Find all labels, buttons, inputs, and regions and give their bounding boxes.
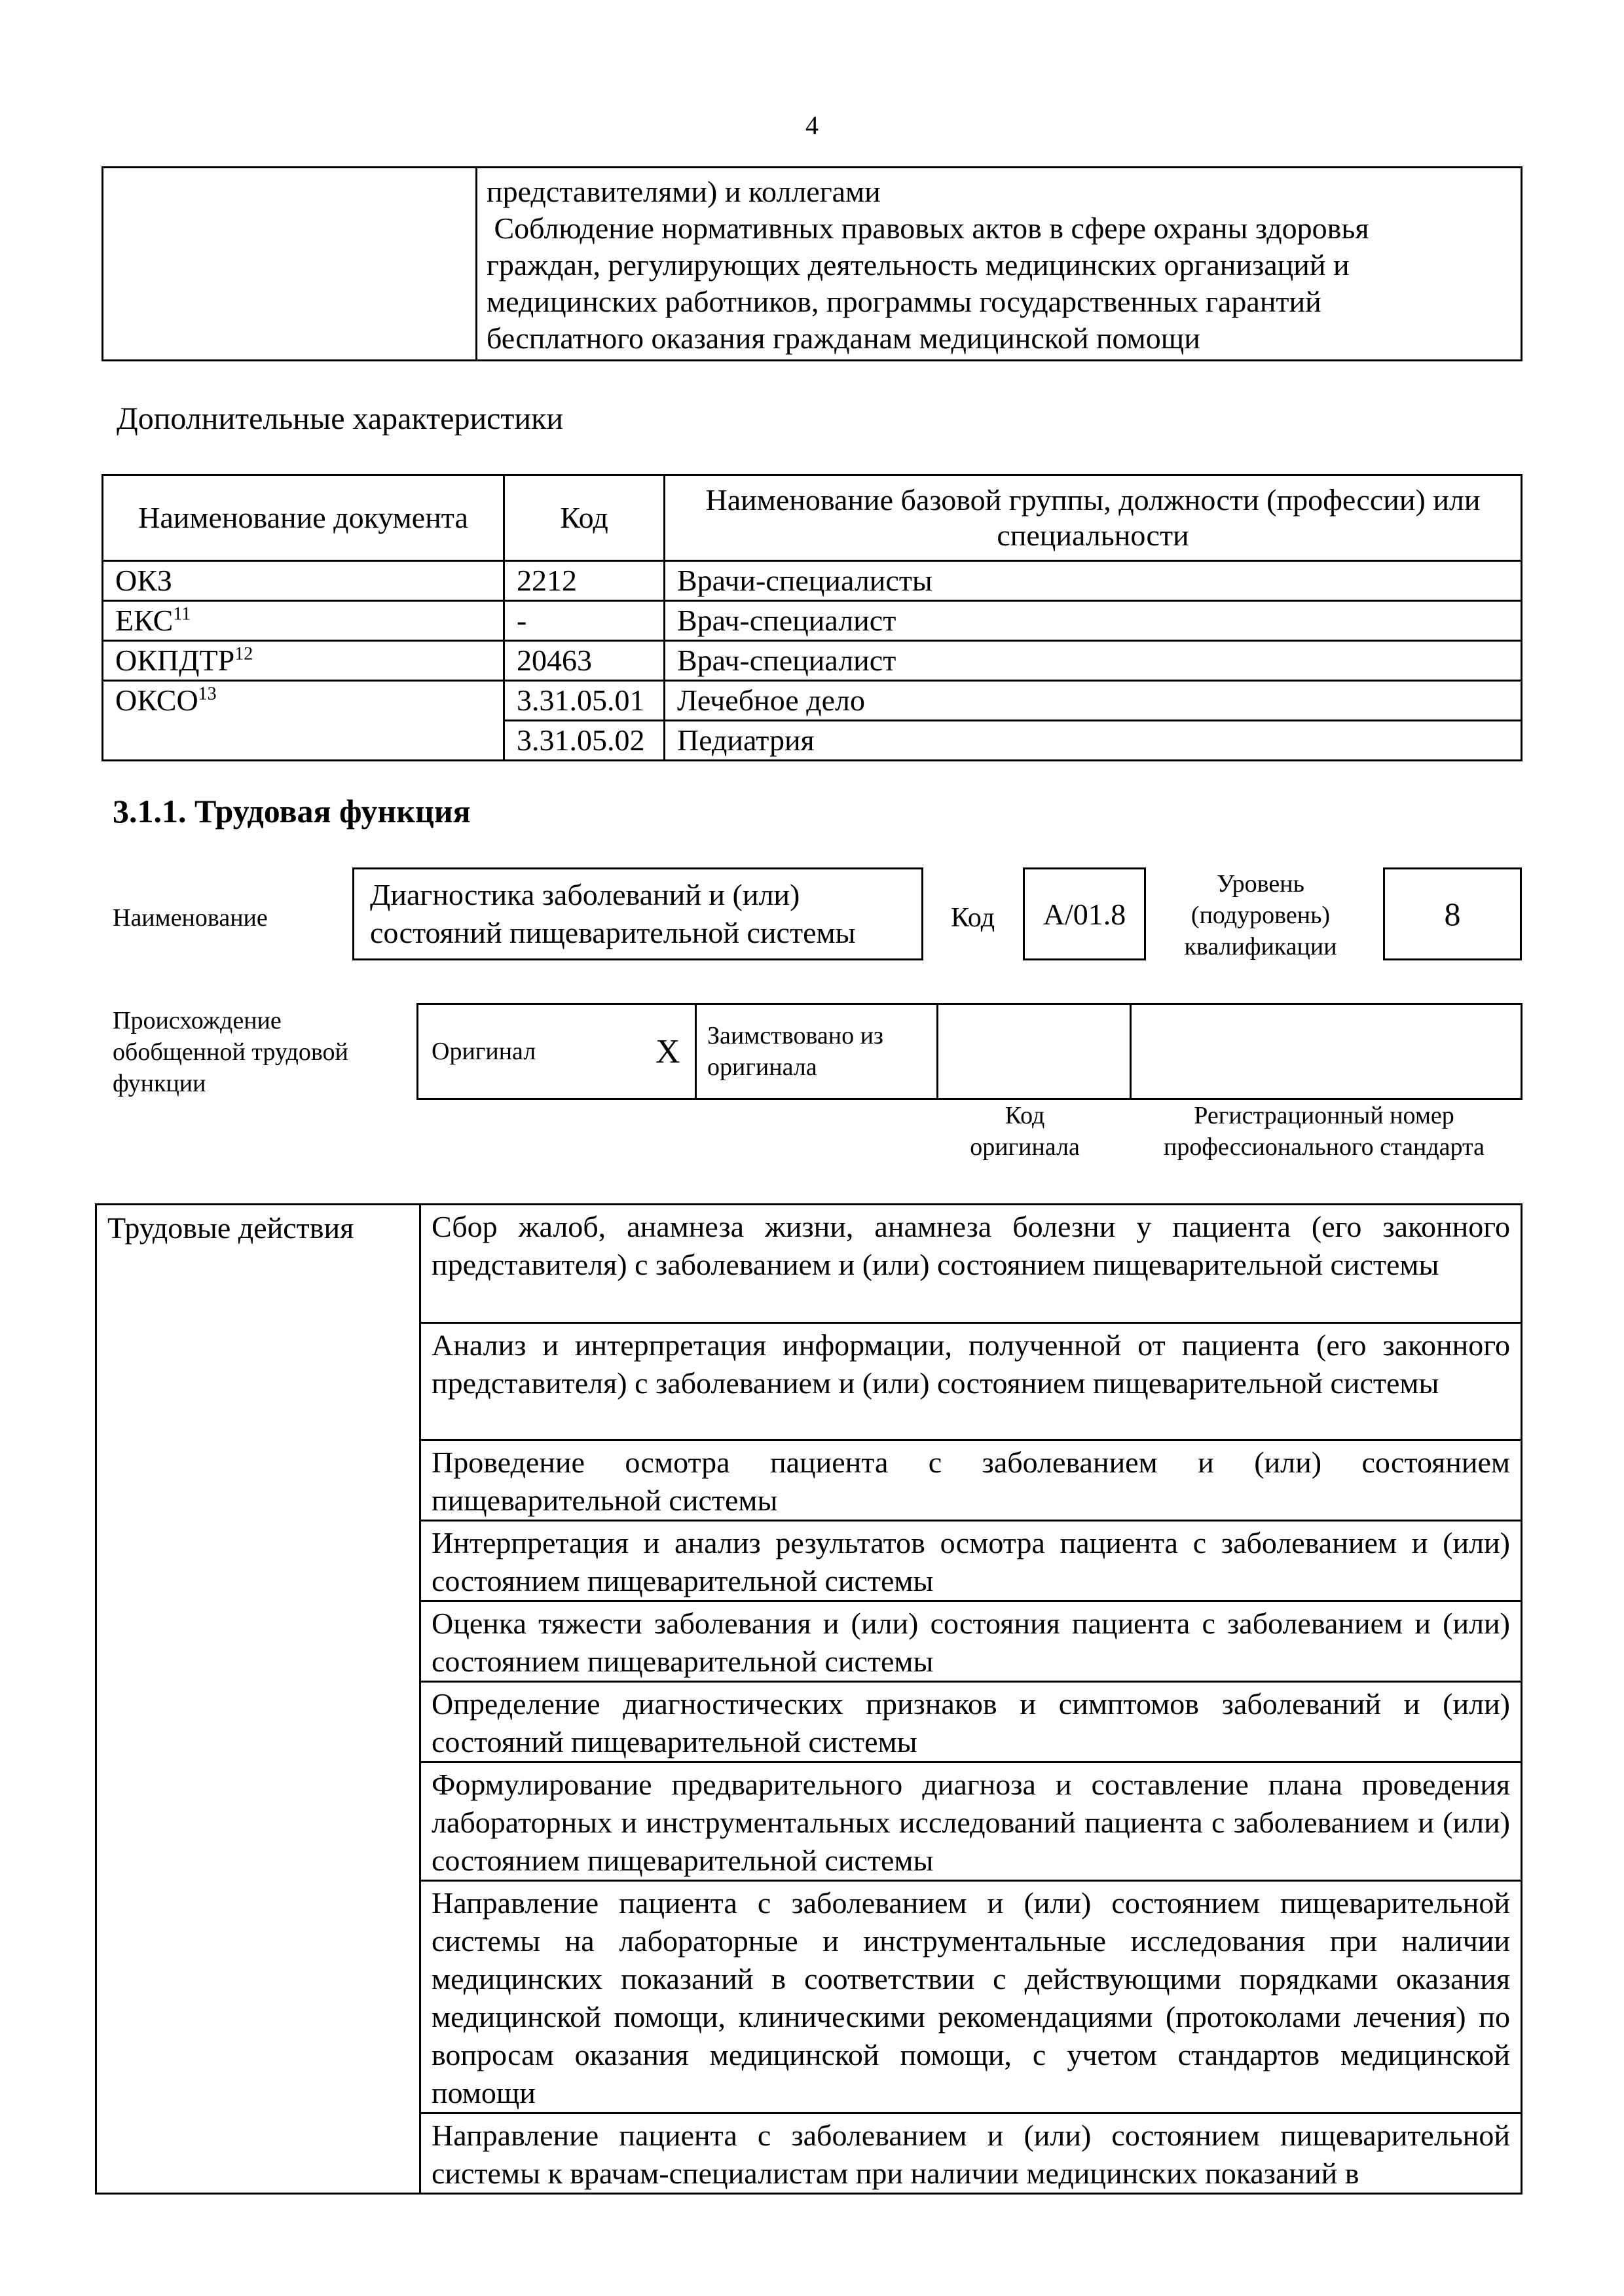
labor-action: Направление пациента с заболеванием и (или) состоянием пищеварительной системы на лабораторные и инструментальные исследования при наличии медицинских показаний в соответствии с действующими порядками оказания медицинской помощи, клиническими рекомендациями (протоколами лечения) по вопросам оказания медицинской помощи, с учетом стандартов медицинской помощи: [420, 1881, 1522, 2113]
original-code-cell: [938, 1004, 1131, 1099]
origin-label: [113, 1005, 348, 1099]
group-cell: Врач-специалист: [665, 641, 1522, 681]
origin-label-line: функции: [113, 1070, 206, 1097]
doc-cell: ОКПДТР$^{12}$: [103, 641, 504, 681]
doc-cell: ОКЗ: [103, 561, 504, 601]
labor-actions-header: Трудовые действия: [96, 1205, 420, 2194]
group-cell: Лечебное дело: [665, 681, 1522, 721]
group-cell: Врач-специалист: [665, 601, 1522, 641]
group-cell: Педиатрия: [665, 721, 1522, 761]
registration-number-cell: [1131, 1004, 1522, 1099]
function-name-line: состояний пищеварительной системы: [370, 916, 856, 949]
characteristics-table: [101, 474, 1522, 761]
level-label-line: квалификации: [1184, 933, 1337, 960]
group-cell: Врачи-специалисты: [665, 561, 1522, 601]
borrowed-line: Заимствовано из: [707, 1022, 883, 1049]
continuation-line: бесплатного оказания гражданам медицинской помощи: [487, 321, 1200, 355]
code-cell: -: [504, 601, 665, 641]
continuation-line: Соблюдение нормативных правовых актов в сфере охраны здоровья: [487, 211, 1369, 245]
original-cell: Оригинал: [418, 1004, 656, 1099]
caption-line: профессионального стандарта: [1164, 1133, 1485, 1161]
level-label-line: (подуровень): [1190, 902, 1331, 929]
empty-cell: [103, 168, 477, 361]
original-code-caption: [930, 1100, 1120, 1163]
doc-cell: ОКСО$^{13}$: [103, 681, 504, 761]
continuation-line: медицинских работников, программы государственных гарантий: [487, 285, 1321, 318]
table-row: [103, 601, 1522, 641]
table-row: [103, 641, 1522, 681]
table-row: [103, 681, 1522, 721]
function-code-label: Код: [951, 903, 995, 933]
table-row: [96, 1205, 1522, 1323]
footnote-ref: 11: [173, 604, 191, 625]
labor-action: Сбор жалоб, анамнеза жизни, анамнеза болезни у пациента (его законного представителя) с заболеванием и (или) состоянием пищеварительной системы: [420, 1205, 1522, 1323]
footnote-ref: 13: [198, 683, 217, 704]
borrowed-cell: [696, 1004, 938, 1099]
caption-line: оригинала: [970, 1133, 1080, 1161]
code-cell: 20463: [504, 641, 665, 681]
caption-line: Регистрационный номер: [1194, 1102, 1454, 1129]
qualification-level-label: [1153, 868, 1369, 962]
labor-action: Формулирование предварительного диагноза и составление плана проведения лабораторных и инструментальных исследований пациента с заболеванием и (или) состоянием пищеварительной системы: [420, 1762, 1522, 1881]
original-mark: X: [655, 1004, 696, 1099]
page-number: 4: [805, 111, 819, 140]
continuation-line: представителями) и коллегами: [487, 175, 881, 208]
footnote-ref: 12: [234, 644, 253, 665]
table-row: [103, 561, 1522, 601]
labor-action: Проведение осмотра пациента с заболеванием и (или) состоянием пищеварительной системы: [420, 1440, 1522, 1521]
caption-line: Код: [1005, 1102, 1045, 1129]
continuation-table: [101, 166, 1522, 361]
code-cell: 3.31.05.01: [504, 681, 665, 721]
function-code-box: A/01.8: [1023, 867, 1146, 960]
labor-action: Определение диагностических признаков и симптомов заболеваний и (или) состояний пищеварительной системы: [420, 1682, 1522, 1762]
header-doc: Наименование документа: [103, 475, 504, 561]
header-group: Наименование базовой группы, должности (профессии) или специальности: [665, 475, 1522, 561]
function-name-line: Диагностика заболеваний и (или): [370, 878, 800, 911]
borrowed-line: оригинала: [707, 1053, 817, 1081]
labor-actions-table: [95, 1203, 1522, 2195]
origin-label-line: обобщенной трудовой: [113, 1038, 348, 1066]
labor-action: Интерпретация и анализ результатов осмотра пациента с заболеванием и (или) состоянием пищеварительной системы: [420, 1521, 1522, 1601]
code-cell: 3.31.05.02: [504, 721, 665, 761]
origin-label-line: Происхождение: [113, 1007, 282, 1034]
registration-number-caption: [1128, 1100, 1521, 1163]
level-label-line: Уровень: [1217, 870, 1304, 898]
labor-action: Оценка тяжести заболевания и (или) состояния пациента с заболеванием и (или) состоянием пищеварительной системы: [420, 1601, 1522, 1682]
function-name-label: Наименование: [113, 904, 268, 932]
continuation-line: граждан, регулирующих деятельность медицинских организаций и: [487, 248, 1350, 282]
section-title: 3.1.1. Трудовая функция: [113, 793, 471, 829]
code-cell: 2212: [504, 561, 665, 601]
additional-characteristics-heading: Дополнительные характеристики: [117, 401, 564, 436]
function-name-box: [352, 867, 923, 960]
labor-action: Направление пациента с заболеванием и (или) состоянием пищеварительной системы к врачам-специалистам при наличии медицинских показаний в: [420, 2113, 1522, 2194]
doc-cell: ЕКС$^{11}$: [103, 601, 504, 641]
continuation-text-cell: [477, 168, 1522, 361]
qualification-level-box: 8: [1383, 867, 1522, 960]
labor-action: Анализ и интерпретация информации, полученной от пациента (его законного представителя) с заболеванием и (или) состоянием пищеварительной системы: [420, 1323, 1522, 1440]
origin-table: [416, 1003, 1522, 1100]
header-code: Код: [504, 475, 665, 561]
